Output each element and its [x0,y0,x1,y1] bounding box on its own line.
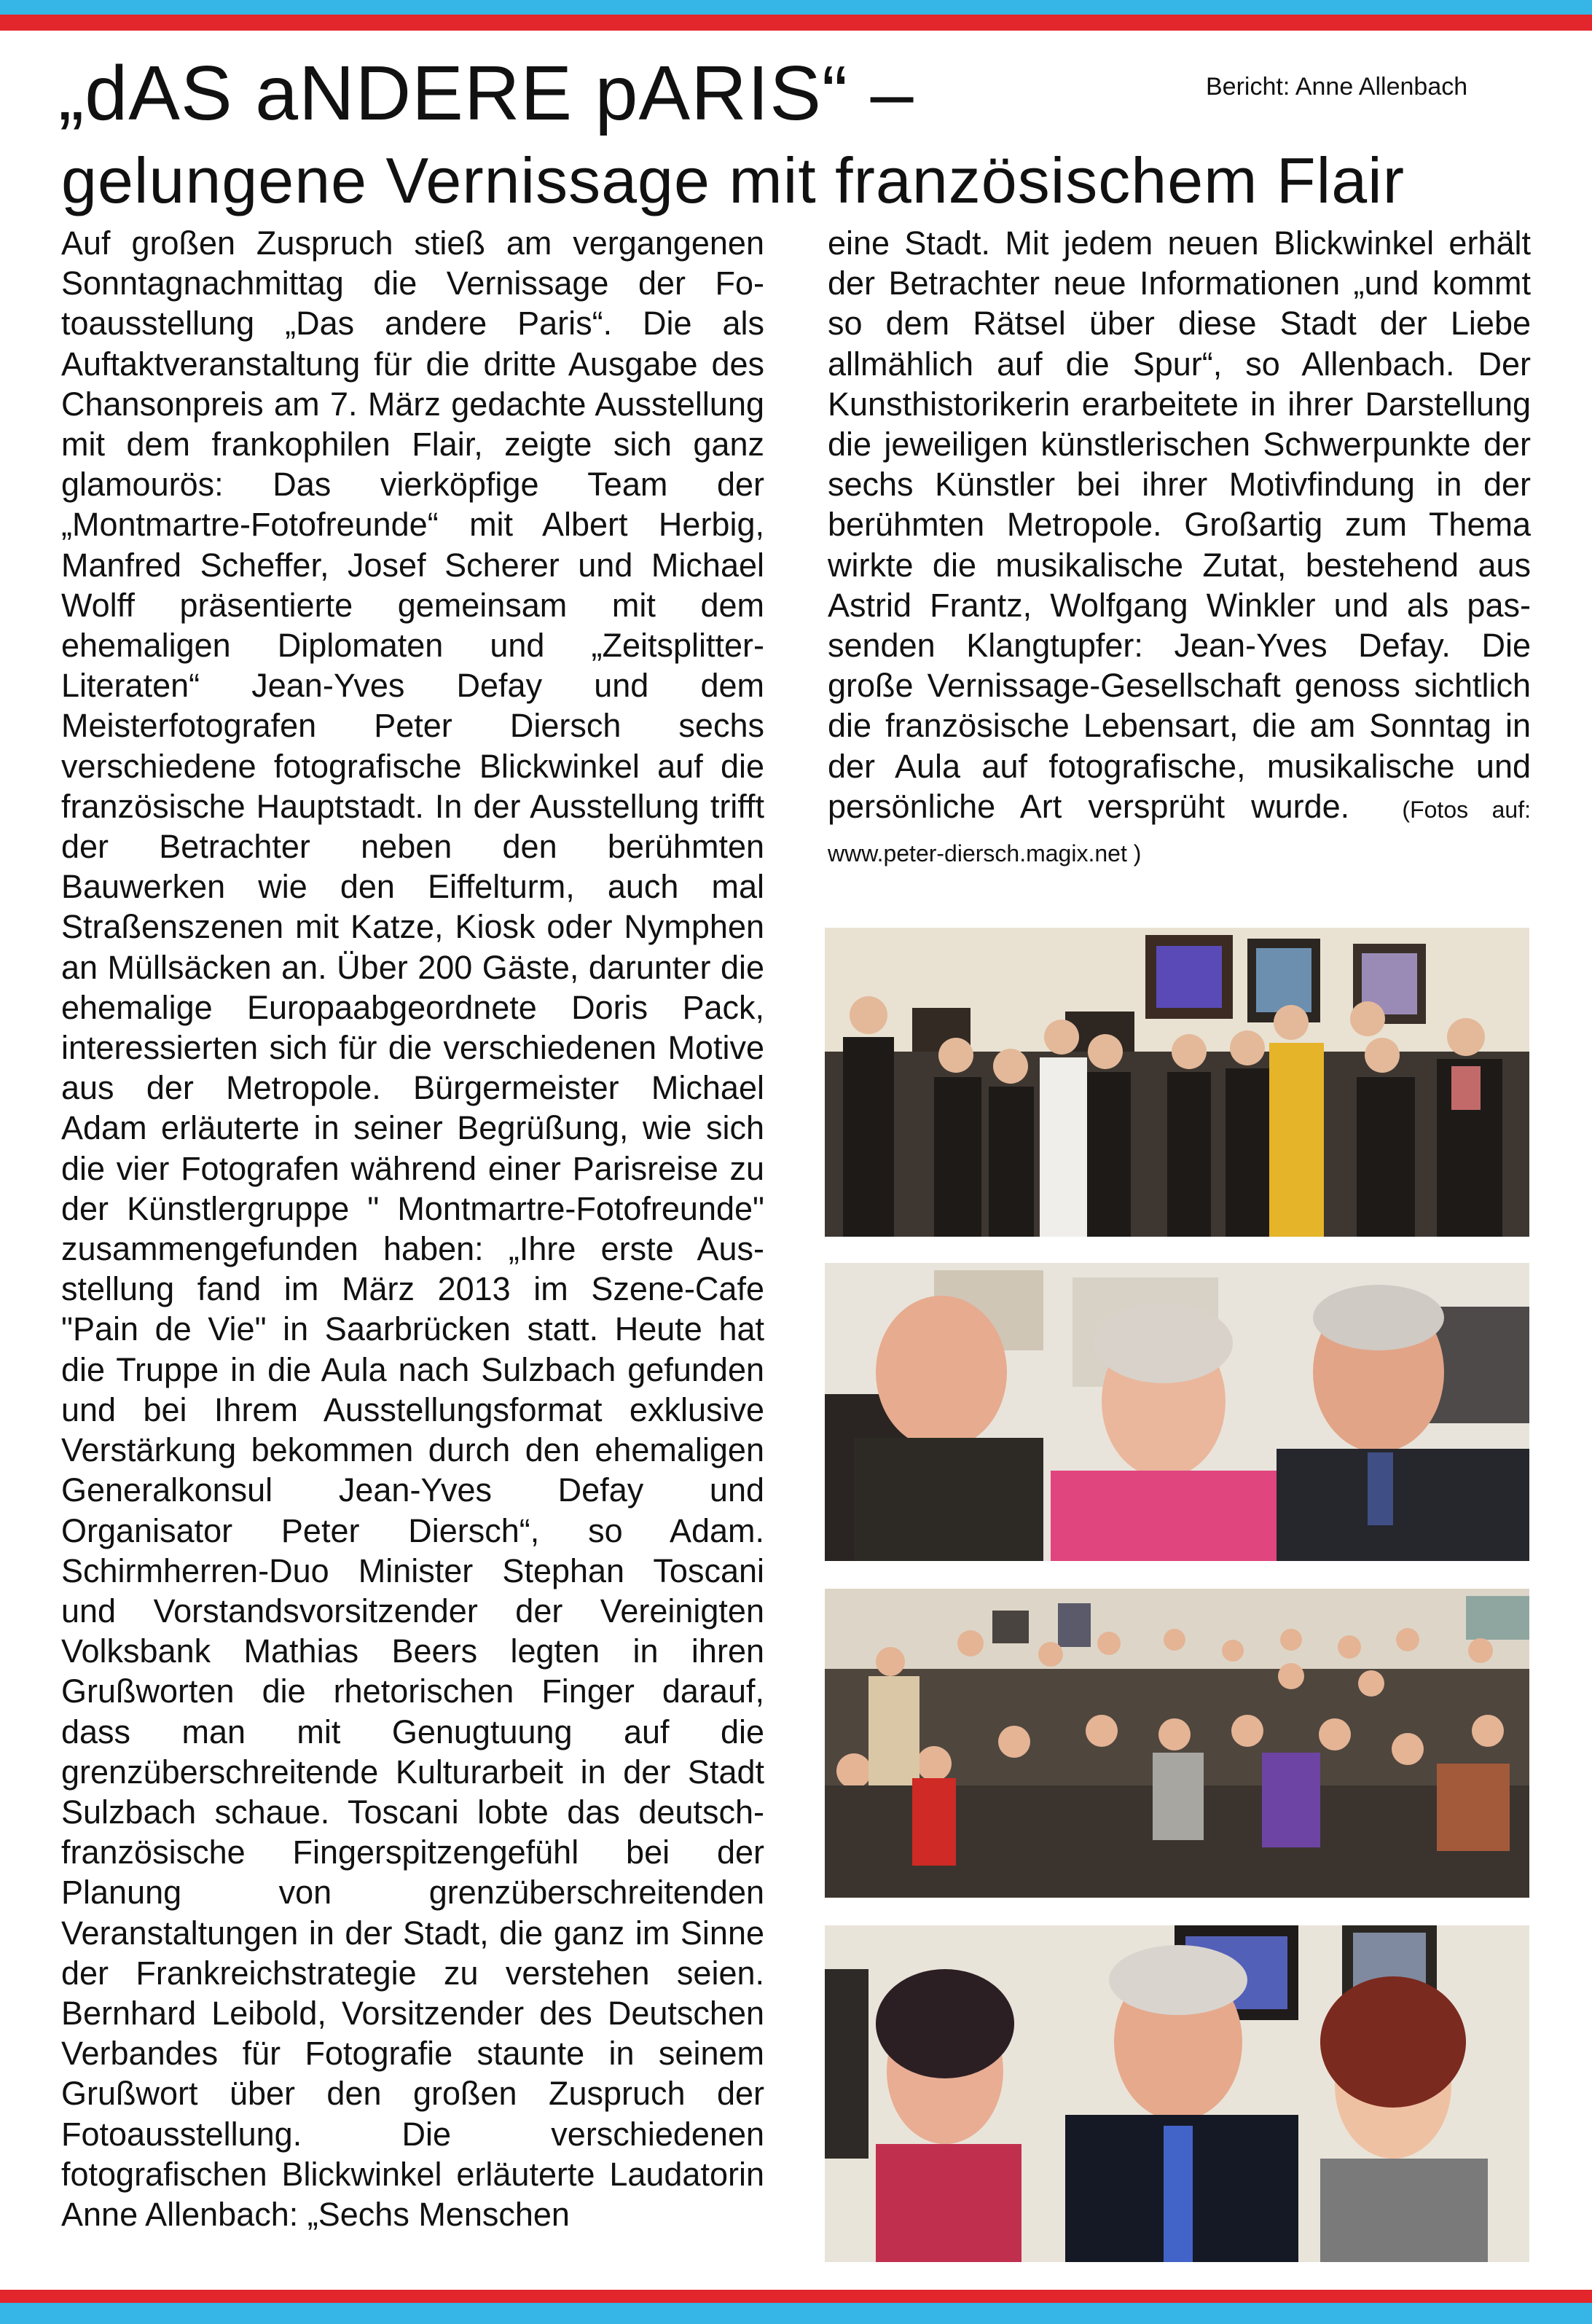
three-guests-photo [825,1263,1529,1561]
byline: Bericht: Anne Allenbach [1206,73,1468,101]
article-text-left: Auf großen Zuspruch stieß am vergangenen Sonntagnachmittag die Vernissage der Fotoausstellung „Das andere Paris“. Die als Auftaktveranstaltung für die dritte Ausgabe des Chansonpreis am 7. März gedachte Ausstellung mit dem frankophilen Flair, zeigte sich ganz glamourös: Das vierköpfige Team der „Montmartre-Fotofreunde“ mit Albert Herbig, Manfred Scheffer, Josef Scherer und Michael Wolff präsentierte gemeinsam mit dem ehemaligen Diplomaten und „Zeitsplitter-Literaten“ Jean-Yves Defay und dem Meisterfotografen Peter Diersch sechs verschiedene fotografische Blickwinkel auf die französische Hauptstadt. In der Ausstellung trifft der Betrachter neben den berühmten Bauwerken wie den Eiffelturm, auch mal Straßenszenen mit Katze, Kiosk oder Nymphen an Müllsäcken an. Über 200 Gäste, darunter die ehemalige Europaabgeordnete Doris Pack, interessierten sich für die verschiedenen Motive aus der Metropole. Bürgermeister Michael Adam erläuterte in seiner Begrüßung, wie sich die vier Fotografen während einer Parisreise zu der Künstlergruppe " Montmartre-Fotofreunde" zusammengefunden haben: „Ihre erste Ausstellung fand im März 2013 im Szene-Cafe "Pain de Vie" in Saarbrücken statt. Heute hat die Truppe in die Aula nach Sulzbach gefunden und bei Ihrem Ausstellungsformat exklusive Verstärkung bekommen durch den ehemaligen Generalkonsul Jean-Yves Defay und Organisator Peter Diersch“, so Adam. Schirmherren-Duo Minister Stephan Toscani und Vorstandsvorsitzender der Vereinigten Volksbank Mathias Beers legten in ihren Grußworten die rhetorischen Finger darauf, dass man mit Genugtuung auf die grenzüberschreitende Kulturarbeit in der Stadt Sulzbach schaue. Toscani lobte das deutsch-französische Fingerspitzengefühl bei der Planung von grenzüberschreitenden Veranstaltungen in der Stadt, die ganz im Sinne der Frankreichstrategie zu verstehen seien. Bernhard Leibold, Vorsitzender des Deutschen Verbandes für Fotografie staunte in seinem Grußwort über den großen Zuspruch der Fotoausstellung. Die verschiedenen fotografischen Blickwinkel erläuterte Laudatorin Anne Allenbach: „Sechs Menschen [61,224,764,2233]
article-text-right-body: eine Stadt. Mit jedem neuen Blickwinkel erhält der Betrachter neue Informationen „und kommt so dem Rätsel über diese Stadt der Liebe allmählich auf die Spur“, so Allenbach. Der Kunsthistorikerin erarbeitete in ihrer Darstellung die jeweiligen künstlerischen Schwerpunkte der sechs Künstler bei ihrer Motivfindung in der berühmten Metropole. Großartig zum Thema wirkte die musikalische Zutat, bestehend aus Astrid Frantz, Wolfgang Winkler und als passenden Klangtupfer: Jean-Yves Defay. Die große Vernissage-Gesellschaft genoss sichtlich die französische Lebensart, die am Sonntag in der Aula auf fotografische, musikalische und persönliche Art versprüht wurde. [828,224,1531,825]
bottom-red-stripe [0,2290,1592,2303]
subheadline: gelungene Vernissage mit französischem Flair [61,144,1405,216]
headline: „dAS aNDERE pARIS“ – [58,50,914,136]
bottom-blue-stripe [0,2303,1592,2324]
top-blue-stripe [0,0,1592,15]
article-column-right [828,223,1531,874]
photo-credit: (Fotos auf: www.peter-diersch.magix.net ) [828,796,1531,867]
article-column-left [61,223,764,2264]
top-red-stripe [0,15,1592,31]
group-photo [825,928,1529,1237]
trio-photo [825,1925,1529,2262]
article-text-right [828,223,1531,874]
audience-photo [825,1589,1529,1898]
